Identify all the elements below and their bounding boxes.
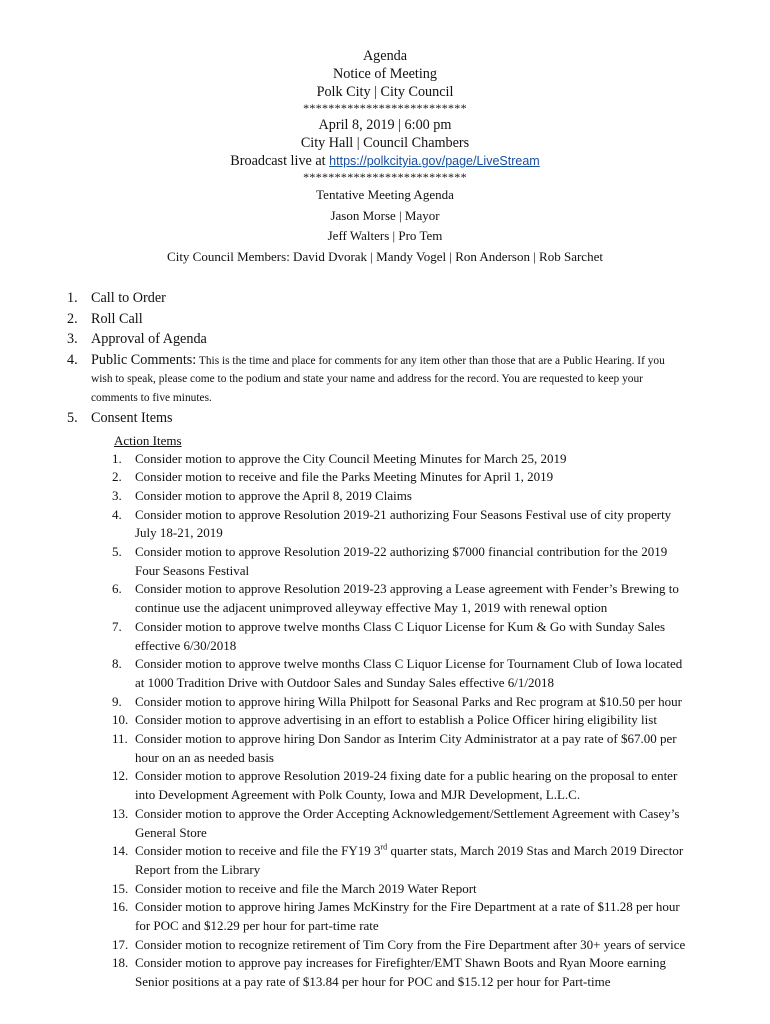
consent-item-text: Consider motion to approve twelve months Class C Liquor License for Kum & Go with Sunday Sales [135, 618, 666, 634]
consent-item [113, 842, 727, 879]
tentative-heading: Tentative Meeting Agenda [316, 187, 454, 202]
item-number: 4. [67, 351, 78, 368]
note-line: comments to five minutes. [91, 391, 212, 404]
consent-item [113, 954, 727, 991]
consent-item-text: Consider motion to approve advertising in an effort to establish a Police Officer hiring eligibility list [135, 712, 657, 728]
item-number: 5. [67, 410, 78, 426]
broadcast-prefix: Broadcast live at [230, 153, 330, 169]
notice-line: Notice of Meeting [332, 66, 437, 82]
consent-item [113, 580, 727, 617]
consent-item-number: 3. [112, 487, 122, 503]
consent-item-text: Consider motion to approve Resolution 2019-24 fixing date for a public hearing on the proposal to enter [135, 768, 678, 784]
consent-item-number: 7. [112, 618, 122, 634]
consent-item-text: at 1000 Tradition Drive with Outdoor Sales and Sunday Sales effective 6/1/2018 [135, 674, 554, 690]
consent-item-number: 4. [112, 506, 122, 522]
public-comment-note-cont [91, 370, 727, 407]
council-members-line: City Council Members: David Dvorak | Mandy Vogel | Ron Anderson | Rob Sarchet [167, 248, 603, 264]
agenda-item [67, 329, 727, 350]
item-label: Approval of Agenda [91, 331, 207, 347]
consent-item-text: Consider motion to approve the April 8, 2019 Claims [135, 487, 412, 503]
consent-item-number: 15. [112, 880, 129, 896]
consent-item-text: for POC and $12.29 per hour for part-time rate [135, 918, 379, 934]
consent-item-text: July 18-21, 2019 [135, 525, 223, 541]
council-line: Polk City | City Council [316, 84, 454, 100]
public-comment-note: This is the time and place for comments for any item other than those that are a Public Hearing. If you [196, 354, 665, 367]
consent-item-text: Consider motion to approve hiring Don Sandor as Interim City Administrator at a pay rate of $67.00 per [135, 731, 677, 747]
consent-item-number: 13. [112, 805, 129, 821]
consent-item-number: 8. [112, 656, 122, 672]
consent-item [113, 898, 727, 935]
consent-item [113, 487, 727, 506]
consent-item-text: Consider motion to approve Resolution 2019-21 authorizing Four Seasons Festival use of city property [135, 506, 672, 522]
consent-item-number: 14. [112, 843, 129, 859]
mayor-line: Jason Morse | Mayor [330, 207, 440, 223]
consent-item [113, 880, 727, 899]
item-label: Consent Items [91, 410, 173, 426]
consent-item [113, 655, 727, 692]
item-label: Public Comments: [91, 351, 197, 368]
agenda-item [67, 408, 727, 429]
item-number: 1. [67, 290, 78, 306]
agenda-title: Agenda [362, 48, 408, 64]
consent-item-number: 2. [112, 469, 122, 485]
consent-item [113, 730, 727, 767]
consent-item-text: Consider motion to recognize retirement of Tim Cory from the Fire Department after 30+ years of service [135, 936, 686, 952]
consent-item-text-pre: Consider motion to receive and file the FY19 3 [135, 843, 381, 859]
consent-item-text-post: quarter stats, March 2019 Stas and March 2019 Director [387, 843, 684, 859]
consent-item-text: General Store [135, 824, 207, 840]
consent-item-text: Senior positions at a pay rate of $13.84 per hour for POC and $15.12 per hour for Part-time [135, 974, 611, 990]
consent-item-text: Consider motion to approve pay increases for Firefighter/EMT Shawn Boots and Ryan Moore earning [135, 955, 667, 971]
consent-item-text: continue use the adjacent unimproved alleyway effective May 1, 2019 with renewal option [135, 600, 608, 616]
consent-item-text: Consider motion to approve twelve months Class C Liquor License for Tournament Club of Iowa located [135, 656, 683, 672]
consent-item-text: Consider motion to receive and file the March 2019 Water Report [135, 880, 477, 896]
consent-item-number: 12. [112, 768, 129, 784]
item-number: 2. [67, 310, 78, 327]
meeting-date: April 8, 2019 | 6:00 pm [318, 117, 452, 133]
meeting-location: City Hall | Council Chambers [300, 135, 470, 151]
consent-item [113, 450, 727, 469]
consent-item [113, 618, 727, 655]
agenda-item [67, 288, 727, 309]
consent-item-text: Four Seasons Festival [135, 562, 250, 578]
consent-item-number: 1. [112, 450, 122, 466]
consent-item-text [135, 842, 727, 861]
consent-item-number: 10. [112, 712, 129, 728]
consent-item-text: Report from the Library [135, 861, 261, 877]
agenda-items [67, 288, 727, 992]
consent-item-number: 5. [112, 544, 122, 560]
consent-item-text: Consider motion to approve Resolution 2019-23 approving a Lease agreement with Fender’s Brewing to [135, 581, 679, 597]
agenda-header [0, 47, 770, 267]
consent-item [113, 693, 727, 712]
consent-item-text: effective 6/30/2018 [135, 637, 237, 653]
consent-item [113, 543, 727, 580]
agenda-item [67, 309, 727, 330]
action-items-heading: Action Items [114, 432, 182, 448]
item-number: 3. [67, 331, 78, 347]
consent-item-text: Consider motion to approve hiring Willa Philpott for Seasonal Parks and Rec program at $10.50 per hour [135, 693, 682, 709]
consent-item-text: hour on an as needed basis [135, 749, 274, 765]
consent-item-number: 11. [112, 731, 128, 747]
ordinal-suffix: rd [380, 842, 388, 852]
item-label: Call to Order [91, 290, 166, 306]
consent-item [113, 711, 727, 730]
star-divider: ************************** [303, 101, 467, 115]
consent-item [113, 936, 727, 955]
agenda-item [67, 350, 727, 408]
consent-item-number: 17. [112, 936, 129, 952]
star-divider: ************************** [303, 170, 467, 184]
consent-list [67, 450, 727, 992]
consent-item-text: Consider motion to receive and file the Parks Meeting Minutes for April 1, 2019 [135, 469, 554, 485]
consent-item-text: Consider motion to approve hiring James McKinstry for the Fire Department at a rate of $11.28 per hour [135, 899, 680, 915]
consent-item [113, 805, 727, 842]
pro-tem-line: Jeff Walters | Pro Tem [327, 228, 443, 243]
consent-item-text: Consider motion to approve the City Council Meeting Minutes for March 25, 2019 [135, 450, 567, 466]
note-line: wish to speak, please come to the podium and state your name and address for the record. You are requested to keep your [91, 373, 643, 385]
consent-item [113, 767, 727, 804]
consent-item-text: Consider motion to approve the Order Accepting Acknowledgement/Settlement Agreement with Casey’s [135, 805, 680, 821]
consent-item [113, 468, 727, 487]
broadcast-line [0, 152, 770, 170]
consent-item-number: 9. [112, 693, 122, 709]
item-label: Roll Call [91, 310, 143, 327]
consent-item-number: 18. [112, 955, 129, 971]
consent-item-number: 6. [112, 581, 122, 597]
livestream-link[interactable]: https://polkcityia.gov/page/LiveStream [329, 154, 540, 168]
consent-item-text: Consider motion to approve Resolution 2019-22 authorizing $7000 financial contribution for the 2019 [135, 544, 668, 560]
consent-item-text: into Development Agreement with Polk County, Iowa and MJR Development, L.L.C. [135, 787, 581, 803]
consent-item-number: 16. [112, 899, 129, 915]
consent-item [113, 506, 727, 543]
